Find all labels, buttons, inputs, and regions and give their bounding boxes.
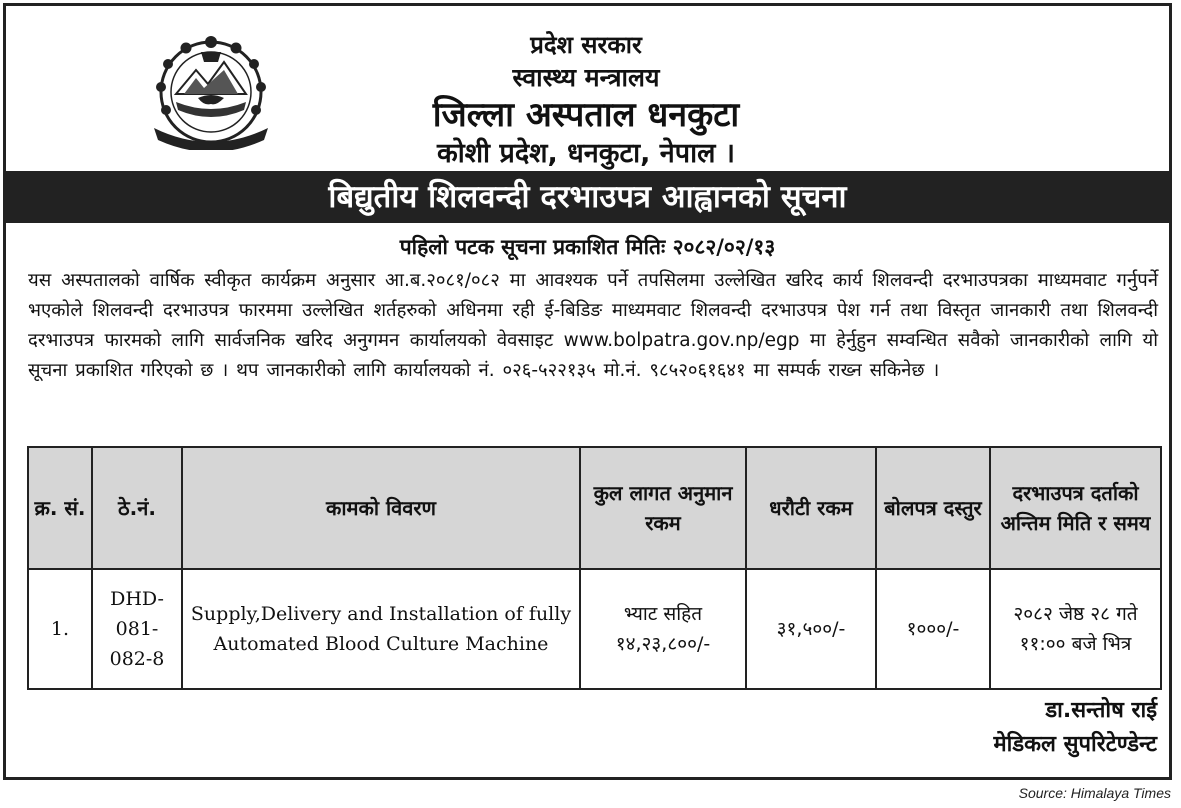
table-row (28, 569, 1161, 689)
header-line-address: कोशी प्रदेश, धनकुटा, नेपाल । (436, 138, 736, 169)
col-header-description: कामको विवरण (182, 447, 580, 569)
cell-deposit: ३१,५००/- (746, 569, 876, 689)
table-header-row (28, 447, 1161, 569)
cell-deadline: २०८२ जेष्ठ २८ गते ११:०० बजे भित्र (990, 569, 1161, 689)
cell-estimate: भ्याट सहित १४,२३,८००/- (580, 569, 746, 689)
nepal-government-emblem-icon (146, 32, 276, 150)
header-line-hospital: जिल्ला अस्पताल धनकुटा (432, 95, 740, 135)
col-header-estimate: कुल लागत अनुमान रकम (580, 447, 746, 569)
publish-date: पहिलो पटक सूचना प्रकाशित मितिः २०८२/०२/१३ (399, 235, 776, 259)
cell-fee: १०००/- (876, 569, 990, 689)
tender-table (27, 446, 1162, 690)
cell-description: Supply,Delivery and Installation of fully Automated Blood Culture Machine (182, 569, 580, 689)
source-credit: Source: Himalaya Times (1018, 785, 1171, 801)
office-header (306, 28, 866, 172)
signature-block (994, 694, 1157, 762)
signer-title: मेडिकल सुपरिटेण्डेन्ट (993, 732, 1157, 757)
col-header-deposit: धरौटी रकम (746, 447, 876, 569)
cell-contract-no: DHD-081-082-8 (92, 569, 182, 689)
notice-title-banner: बिद्युतीय शिलवन्दी दरभाउपत्र आह्वानको सूचना (6, 171, 1169, 223)
signer-name: डा.सन्तोष राई (1045, 698, 1157, 723)
cell-serial: 1. (28, 569, 92, 689)
header-line-ministry: स्वास्थ्य मन्त्रालय (512, 63, 660, 92)
notice-paragraph: यस अस्पतालको वार्षिक स्वीकृत कार्यक्रम अनुसार आ.ब.२०८१/०८२ मा आवश्यक पर्ने तपसिलमा उल्लेखित खरिद कार्य शिलवन्दी दरभाउपत्रका माध्यमवाट गर्नुपर्ने भएकोले शिलवन्दी दरभाउपत्र फारममा उल्लेखित शर्तहरुको अधिनमा रही ई-बिडिङ माध्यमवाट शिलवन्दी दरभाउपत्र पेश गर्न तथा विस्तृत जानकारी तथा शिलवन्दी दरभाउपत्र फारमको लागि सार्वजनिक खरिद अनुगमन कार्यालयको वेवसाइट www.bolpatra.gov.np/egp मा हेर्नुहुन सम्वन्धित सवैको जानकारीको लागि यो सूचना प्रकाशित गरिएको छ । थप जानकारीको लागि कार्यालयको नं. ०२६-५२२१३५ मो.नं. ९८५२०६१६४१ मा सम्पर्क राख्न सकिनेछ । (28, 270, 1158, 381)
col-header-fee: बोलपत्र दस्तुर (876, 447, 990, 569)
col-header-deadline: दरभाउपत्र दर्ताको अन्तिम मिति र समय (990, 447, 1161, 569)
header-line-province-government: प्रदेश सरकार (530, 31, 642, 59)
col-header-serial: क्र. सं. (28, 447, 92, 569)
col-header-contract-no: ठे.नं. (92, 447, 182, 569)
